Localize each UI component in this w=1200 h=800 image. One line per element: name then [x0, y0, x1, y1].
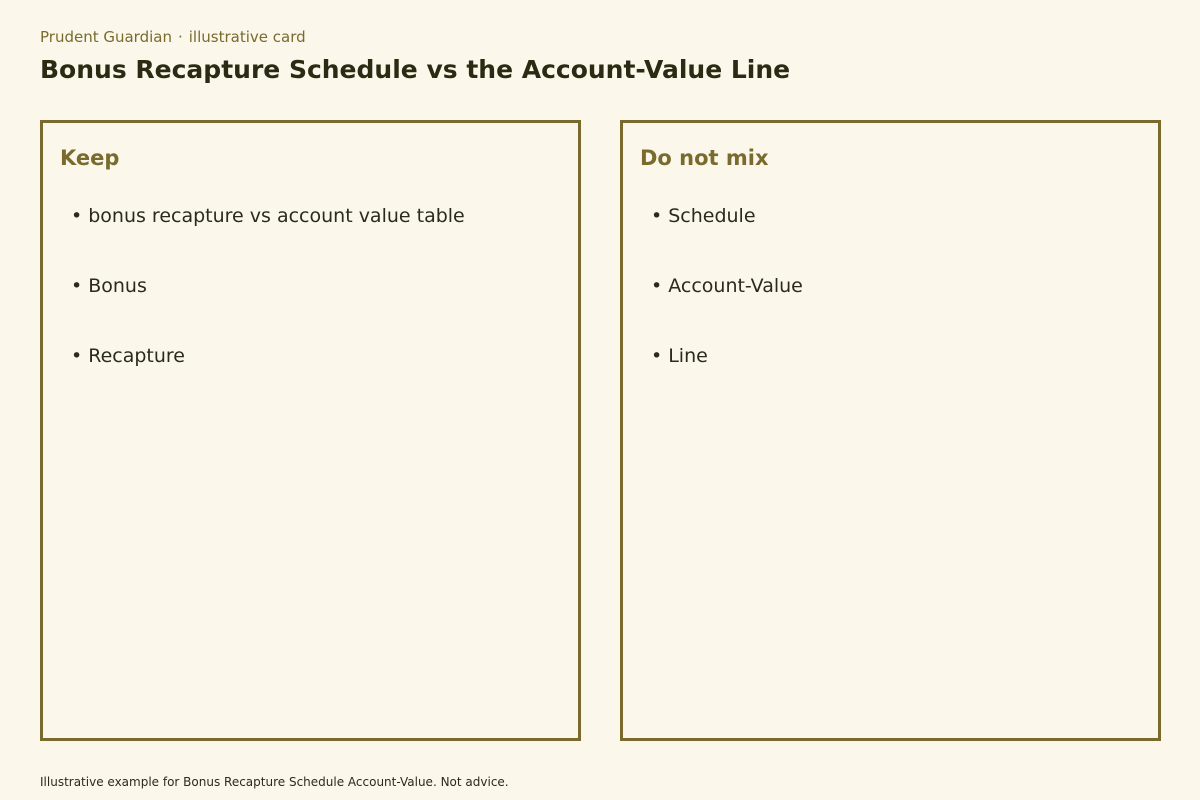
- keep-item-label: Recapture: [88, 345, 185, 367]
- bullet-icon: •: [651, 205, 663, 227]
- keep-card-heading: Keep: [60, 146, 120, 170]
- bullet-icon: •: [71, 205, 83, 227]
- do-not-mix-card: [620, 120, 1161, 741]
- keep-item-label: bonus recapture vs account value table: [88, 205, 465, 227]
- bullet-icon: •: [71, 275, 83, 297]
- keep-list-item: [71, 274, 147, 298]
- do-not-mix-card-heading: Do not mix: [640, 146, 769, 170]
- keep-list-item: [71, 204, 465, 228]
- do-not-mix-item-label: Schedule: [668, 205, 756, 227]
- bullet-icon: •: [71, 345, 83, 367]
- do-not-mix-list-item: [651, 344, 708, 368]
- page-title: Bonus Recapture Schedule vs the Account-Value Line: [40, 55, 791, 84]
- keep-card: [40, 120, 581, 741]
- keep-item-label: Bonus: [88, 275, 147, 297]
- brand-name: Prudent Guardian: [40, 28, 172, 46]
- card-tag: illustrative card: [188, 28, 306, 46]
- footer-disclaimer: Illustrative example for Bonus Recapture Schedule Account-Value. Not advice.: [40, 775, 509, 789]
- do-not-mix-list-item: [651, 204, 756, 228]
- do-not-mix-item-label: Account-Value: [668, 275, 803, 297]
- eyebrow: [40, 27, 306, 47]
- bullet-icon: •: [651, 275, 663, 297]
- keep-list-item: [71, 344, 185, 368]
- eyebrow-separator: ·: [177, 28, 183, 46]
- do-not-mix-item-label: Line: [668, 345, 708, 367]
- bullet-icon: •: [651, 345, 663, 367]
- do-not-mix-list-item: [651, 274, 803, 298]
